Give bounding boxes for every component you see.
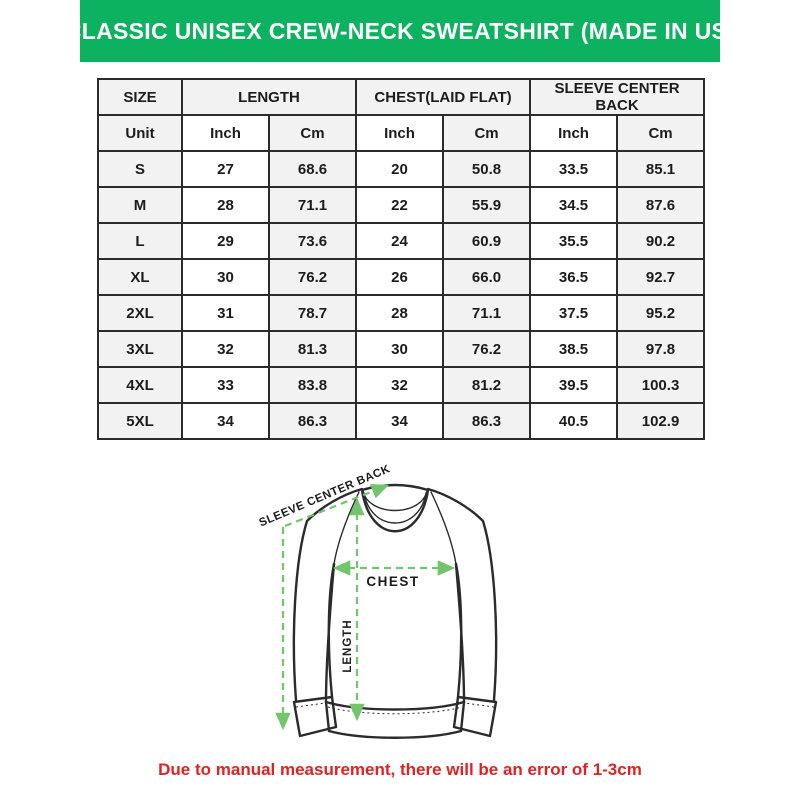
- table-cell: 86.3: [269, 403, 356, 439]
- table-cell: 35.5: [530, 223, 617, 259]
- table-cell: 20: [356, 151, 443, 187]
- sweatshirt-diagram: [240, 450, 570, 760]
- table-cell: 81.3: [269, 331, 356, 367]
- table-cell: M: [98, 187, 182, 223]
- table-row: [98, 223, 704, 259]
- table-cell: 27: [182, 151, 269, 187]
- table-cell: 83.8: [269, 367, 356, 403]
- table-cell: 92.7: [617, 259, 704, 295]
- table-cell: 34: [356, 403, 443, 439]
- table-cell: 100.3: [617, 367, 704, 403]
- table-cell: Cm: [617, 115, 704, 151]
- measurement-arrows: [283, 486, 452, 727]
- sweatshirt-outline: [294, 485, 496, 738]
- table-cell: 30: [356, 331, 443, 367]
- chest-label: CHEST: [366, 574, 420, 589]
- table-cell: 87.6: [617, 187, 704, 223]
- table-cell: 26: [356, 259, 443, 295]
- table-cell: 34.5: [530, 187, 617, 223]
- table-cell: 81.2: [443, 367, 530, 403]
- column-header-chest: CHEST(LAID FLAT): [356, 79, 530, 115]
- table-cell: 55.9: [443, 187, 530, 223]
- table-cell: 78.7: [269, 295, 356, 331]
- table-row: [98, 151, 704, 187]
- length-label: LENGTH: [342, 619, 354, 673]
- table-cell: 32: [182, 331, 269, 367]
- table-cell: 31: [182, 295, 269, 331]
- column-header-size: SIZE: [98, 79, 182, 115]
- table-cell: 97.8: [617, 331, 704, 367]
- table-cell: 4XL: [98, 367, 182, 403]
- table-cell: Unit: [98, 115, 182, 151]
- header-bar: [64, 0, 736, 62]
- table-cell: 66.0: [443, 259, 530, 295]
- table-cell: 39.5: [530, 367, 617, 403]
- size-table-container: [97, 78, 705, 440]
- sleeve-center-back-label: SLEEVE CENTER BACK: [257, 463, 393, 530]
- table-cell: S: [98, 151, 182, 187]
- table-cell: Inch: [530, 115, 617, 151]
- column-group-row: [98, 79, 704, 115]
- size-table: [97, 78, 705, 440]
- table-cell: L: [98, 223, 182, 259]
- table-cell: 71.1: [269, 187, 356, 223]
- table-cell: 60.9: [443, 223, 530, 259]
- table-cell: 86.3: [443, 403, 530, 439]
- table-cell: 29: [182, 223, 269, 259]
- column-header-sleeve: SLEEVE CENTER BACK: [530, 79, 704, 115]
- table-cell: Cm: [269, 115, 356, 151]
- table-cell: Inch: [182, 115, 269, 151]
- table-cell: 71.1: [443, 295, 530, 331]
- table-row: [98, 295, 704, 331]
- table-cell: 32: [356, 367, 443, 403]
- table-cell: 40.5: [530, 403, 617, 439]
- table-cell: 36.5: [530, 259, 617, 295]
- table-cell: 22: [356, 187, 443, 223]
- table-cell: 28: [182, 187, 269, 223]
- table-cell: 5XL: [98, 403, 182, 439]
- table-cell: 85.1: [617, 151, 704, 187]
- table-cell: 95.2: [617, 295, 704, 331]
- table-cell: Cm: [443, 115, 530, 151]
- table-cell: 68.6: [269, 151, 356, 187]
- table-row: [98, 367, 704, 403]
- table-cell: 3XL: [98, 331, 182, 367]
- table-cell: 90.2: [617, 223, 704, 259]
- table-cell: 76.2: [443, 331, 530, 367]
- table-cell: 24: [356, 223, 443, 259]
- table-cell: 102.9: [617, 403, 704, 439]
- table-cell: 34: [182, 403, 269, 439]
- table-cell: 50.8: [443, 151, 530, 187]
- measurement-disclaimer: Due to manual measurement, there will be an error of 1-3cm: [158, 760, 642, 779]
- table-row: [98, 187, 704, 223]
- unit-row: [98, 115, 704, 151]
- table-row: [98, 331, 704, 367]
- table-cell: 30: [182, 259, 269, 295]
- table-cell: 76.2: [269, 259, 356, 295]
- table-cell: 73.6: [269, 223, 356, 259]
- table-cell: 2XL: [98, 295, 182, 331]
- table-cell: Inch: [356, 115, 443, 151]
- table-row: [98, 259, 704, 295]
- table-cell: 28: [356, 295, 443, 331]
- table-row: [98, 403, 704, 439]
- table-cell: 33: [182, 367, 269, 403]
- table-cell: 37.5: [530, 295, 617, 331]
- table-cell: 38.5: [530, 331, 617, 367]
- table-cell: XL: [98, 259, 182, 295]
- table-cell: 33.5: [530, 151, 617, 187]
- page-title: CLASSIC UNISEX CREW-NECK SWEATSHIRT (MADE IN US): [64, 17, 736, 44]
- column-header-length: LENGTH: [182, 79, 356, 115]
